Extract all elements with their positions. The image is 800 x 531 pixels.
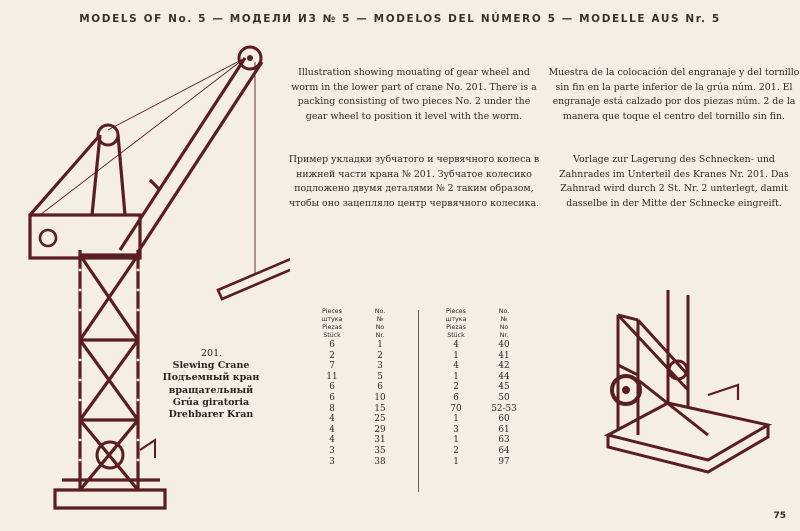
part-number: 40 — [498, 340, 510, 350]
pieces-count: 4 — [453, 340, 459, 350]
table-row — [308, 435, 404, 446]
pieces-count: 4 — [329, 414, 335, 425]
paragraph-russian: Пример укладки зубчатого и червячного колеса в нижней части крана № 201. Зубчатое колесико подложено двумя деталями № 2 таким образом, чтобы оно зацепляло центр червячного колесика. — [288, 154, 540, 209]
header-number: No. № No Nr. — [374, 308, 386, 339]
part-number: 6 — [377, 382, 383, 393]
page-header: MODELS OF No. 5 — МОДЕЛИ ИЗ № 5 — MODELOS DEL NÚMERO 5 — MODELLE AUS Nr. 5 — [79, 13, 721, 25]
part-number: 1 — [377, 340, 383, 350]
pieces-count: 6 — [453, 392, 459, 403]
model-name-russian-1: Подъемный кран — [162, 372, 260, 384]
part-number: 25 — [374, 414, 386, 425]
part-number: 35 — [374, 445, 386, 456]
pieces-count: 11 — [326, 371, 338, 382]
part-number: 64 — [498, 445, 510, 456]
pieces-count: 1 — [453, 414, 459, 425]
part-number: 29 — [374, 424, 386, 435]
part-number: 3 — [377, 361, 383, 372]
pieces-count: 6 — [329, 340, 335, 350]
table-row — [432, 425, 528, 436]
pieces-count: 1 — [453, 350, 459, 361]
part-number: 31 — [374, 435, 386, 446]
part-number: 63 — [498, 435, 510, 446]
page-number: 75 — [773, 511, 786, 521]
pieces-count: 1 — [453, 371, 459, 382]
model-name-english: Slewing Crane — [172, 360, 250, 372]
paragraph-spanish: Muestra de la colocación del engranaje y del tornillo sin fin en la parte inferior de la grúa núm. 201. El engranaje está calzado por dos piezas núm. 2 de la manera que toque el centro del tornillo sin fin. — [548, 67, 800, 122]
pieces-count: 6 — [329, 392, 335, 403]
header-pieces: Pieces штука Piezas Stück — [445, 308, 467, 339]
table-row — [308, 414, 404, 425]
part-number: 44 — [498, 371, 510, 382]
model-number: 201. — [201, 348, 223, 359]
part-number: 15 — [374, 403, 386, 414]
pieces-count: 4 — [453, 361, 459, 372]
part-number: 52-53 — [491, 403, 517, 414]
table-row — [432, 393, 528, 404]
table-row — [432, 382, 528, 393]
part-number: 2 — [377, 350, 383, 361]
header-number: No. № No Nr. — [498, 308, 510, 339]
parts-table-left — [308, 308, 404, 467]
table-row — [432, 361, 528, 372]
pieces-count: 1 — [453, 435, 459, 446]
paragraph-english: Illustration showing mouating of gear wheel and worm in the lower part of crane No. 201. There is a packing consisting of two pieces No. 2 under the gear wheel to position it level with the worm. — [291, 67, 537, 122]
pieces-count: 7 — [329, 361, 335, 372]
part-number: 97 — [498, 456, 510, 467]
pieces-count: 4 — [329, 424, 335, 435]
model-name-russian-2: вращательный — [168, 384, 254, 396]
pieces-count: 8 — [329, 403, 335, 414]
table-row — [308, 457, 404, 468]
part-number: 10 — [374, 392, 386, 403]
paragraph-german: Vorlage zur Lagerung des Schnecken- und Zahnrades im Unterteil des Kranes Nr. 201. Das Zahnrad wird durch 2 St. Nr. 2 unterlegt, damit dasselbe in der Mitte der Schnecke eingreift. — [559, 154, 789, 209]
table-row — [432, 446, 528, 457]
model-name-german: Drehbarer Kran — [168, 409, 254, 421]
pieces-count: 3 — [329, 445, 335, 456]
crane-illustration — [0, 0, 290, 531]
table-row — [308, 404, 404, 415]
table-row — [432, 351, 528, 362]
header-pieces: Pieces штука Piezas Stück — [321, 308, 343, 339]
part-number: 5 — [377, 371, 383, 382]
table-row — [308, 340, 404, 351]
table-row — [308, 351, 404, 362]
part-number: 50 — [498, 392, 510, 403]
pieces-count: 2 — [453, 382, 459, 393]
table-row — [432, 457, 528, 468]
table-row — [432, 414, 528, 425]
part-number: 61 — [498, 424, 510, 435]
pieces-count: 4 — [329, 435, 335, 446]
table-row — [432, 435, 528, 446]
table-row — [432, 372, 528, 383]
part-number: 41 — [498, 350, 510, 361]
table-row — [308, 393, 404, 404]
table-row — [308, 372, 404, 383]
pieces-count: 6 — [329, 382, 335, 393]
gear-detail-illustration — [598, 285, 778, 485]
table-divider — [418, 310, 419, 492]
model-name-spanish: Grúa giratoria — [172, 396, 250, 408]
parts-table-right — [432, 308, 528, 467]
pieces-count: 2 — [453, 445, 459, 456]
table-row — [308, 446, 404, 457]
table-row — [308, 425, 404, 436]
table-row — [432, 404, 528, 415]
pieces-count: 3 — [453, 424, 459, 435]
table-row — [308, 382, 404, 393]
part-number: 60 — [498, 414, 510, 425]
part-number: 42 — [498, 361, 510, 372]
pieces-count: 2 — [329, 350, 335, 361]
part-number: 38 — [374, 456, 386, 467]
table-row — [432, 340, 528, 351]
pieces-count: 3 — [329, 456, 335, 467]
model-caption — [155, 348, 267, 421]
part-number: 45 — [498, 382, 510, 393]
table-row — [308, 361, 404, 372]
pieces-count: 1 — [453, 456, 459, 467]
pieces-count: 70 — [450, 403, 462, 414]
